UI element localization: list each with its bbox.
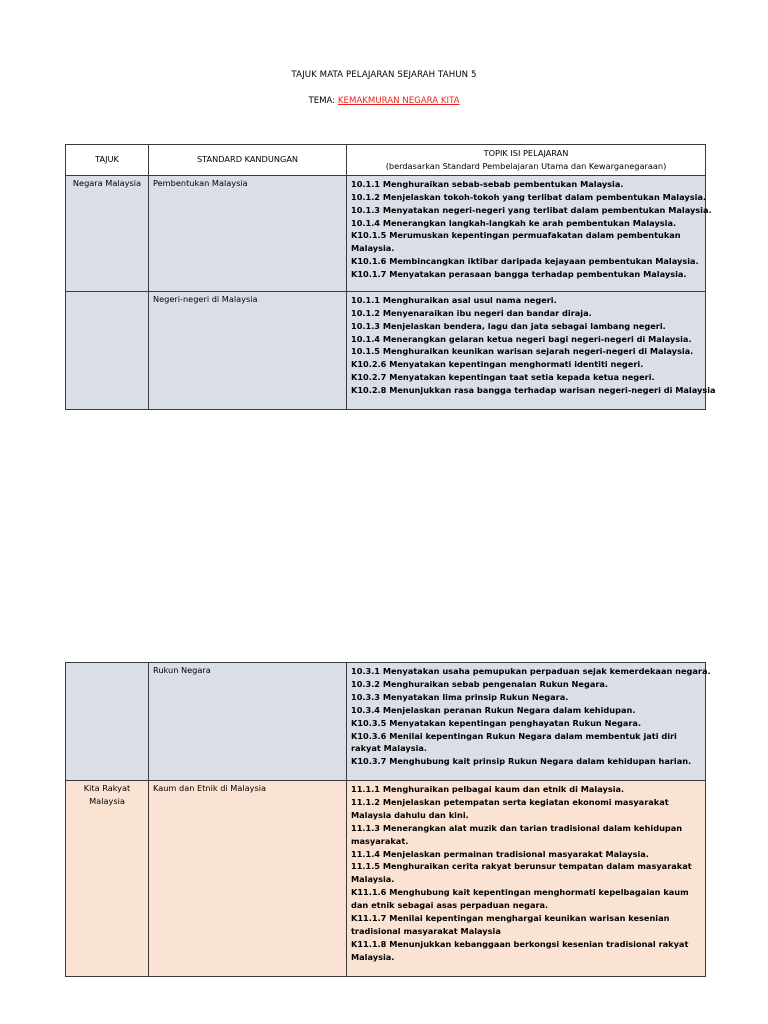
standard-cell: Pembentukan Malaysia [149,175,347,291]
table-row [66,663,706,781]
curriculum-table-bottom [65,662,711,977]
tajuk-cell: Negara Malaysia [66,175,149,291]
topik-item: 10.1.1 Menghuraikan sebab-sebab pembentukan Malaysia. [351,178,624,189]
topik-item: 10.3.3 Menyatakan lima prinsip Rukun Negara. [351,691,569,702]
topik-item: 10.1.4 Menerangkan gelaran ketua negeri bagi negeri-negeri di Malaysia. [351,333,692,344]
table-row [66,781,706,977]
topik-item: K10.1.6 Membincangkan iktibar daripada kejayaan pembentukan Malaysia. [351,256,699,267]
topik-item: 10.1.3 Menyatakan negeri-negeri yang terlibat dalam pembentukan Malaysia. [351,204,712,215]
topik-item: 10.1.1 Menghuraikan asal usul nama negeri. [351,294,557,305]
standard-cell: Kaum dan Etnik di Malaysia [149,781,347,977]
topik-item: 10.3.4 Menjelaskan peranan Rukun Negara dalam kehidupan. [351,704,636,715]
topik-item: 11.1.4 Menjelaskan permainan tradisional masyarakat Malaysia. [351,848,649,859]
tajuk-cell [66,663,149,781]
theme-value: KEMAKMURAN NEGARA KITA [337,96,460,106]
topik-item: 10.1.3 Menjelaskan bendera, lagu dan jata sebagai lambang negeri. [351,320,666,331]
tajuk-cell: Kita Rakyat Malaysia [66,781,149,977]
topik-cell [347,663,711,781]
topik-item: 10.1.4 Menerangkan langkah-langkah ke arah pembentukan Malaysia. [351,217,677,228]
header-standard: STANDARD KANDUNGAN [149,145,347,176]
topik-item: K11.1.8 Menunjukkan kebanggaan berkongsi kesenian tradisional rakyat Malaysia. [351,938,689,962]
topik-item: K11.1.6 Menghubung kait kepentingan menghormati kepelbagaian kaum dan etnik sebagai asas perpaduan negara. [351,887,689,911]
topik-item: 10.1.2 Menjelaskan tokoh-tokoh yang terlibat dalam pembentukan Malaysia. [351,191,707,202]
header-tajuk: TAJUK [66,145,149,176]
topik-item: 11.1.5 Menghuraikan cerita rakyat berunsur tempatan dalam masyarakat Malaysia. [351,861,692,885]
topik-item: 10.3.1 Menyatakan usaha pemupukan perpaduan sejak kemerdekaan negara. [351,666,711,676]
header-topik [347,145,706,176]
topik-item: K11.1.7 Menilai kepentingan menghargai keunikan warisan kesenian tradisional masyarakat Malaysia [351,913,670,936]
theme-line [0,96,768,106]
table-row [66,291,706,409]
table-row [66,175,706,291]
topik-item: K10.3.6 Menilai kepentingan Rukun Negara dalam membentuk jati diri rakyat Malaysia. [351,730,677,754]
topik-item: K10.3.5 Menyatakan kepentingan penghayatan Rukun Negara. [351,717,642,728]
curriculum-table-top [65,144,716,410]
topik-item: K10.3.7 Menghubung kait prinsip Rukun Negara dalam kehidupan harian. [351,756,692,767]
topik-item: K10.1.5 Merumuskan kepentingan permuafakatan dalam pembentukan Malaysia. [351,230,681,254]
topik-item: K10.2.8 Menunjukkan rasa bangga terhadap warisan negeri-negeri di Malaysia [351,385,716,396]
topik-item: 11.1.3 Menerangkan alat muzik dan tarian tradisional dalam kehidupan masyarakat. [351,822,683,846]
topik-cell [347,291,716,409]
header-topik-line1: TOPIK ISI PELAJARAN [483,148,569,158]
topik-item: 11.1.1 Menghuraikan pelbagai kaum dan etnik di Malaysia. [351,784,625,794]
header-topik-line2: (berdasarkan Standard Pembelajaran Utama dan Kewarganegaraan) [385,160,667,171]
standard-cell: Rukun Negara [149,663,347,781]
topik-item: K10.1.7 Menyatakan perasaan bangga terhadap pembentukan Malaysia. [351,269,687,280]
tajuk-cell [66,291,149,409]
theme-label: TEMA: [308,96,336,106]
table-header-row [66,145,706,176]
topik-item: K10.2.7 Menyatakan kepentingan taat setia kepada ketua negeri. [351,372,655,383]
topik-item: 10.3.2 Menghuraikan sebab pengenalan Rukun Negara. [351,678,609,689]
topik-cell [347,781,706,977]
topik-item: 10.1.5 Menghuraikan keunikan warisan sejarah negeri-negeri di Malaysia. [351,346,694,357]
topik-item: 11.1.2 Menjelaskan petempatan serta kegiatan ekonomi masyarakat Malaysia dahulu dan kini. [351,796,669,820]
standard-cell: Negeri-negeri di Malaysia [149,291,347,409]
topik-item: 10.1.2 Menyenaraikan ibu negeri dan bandar diraja. [351,307,592,318]
topik-item: K10.2.6 Menyatakan kepentingan menghormati identiti negeri. [351,359,644,370]
topik-cell [347,175,712,291]
document-title: TAJUK MATA PELAJARAN SEJARAH TAHUN 5 [291,70,477,80]
